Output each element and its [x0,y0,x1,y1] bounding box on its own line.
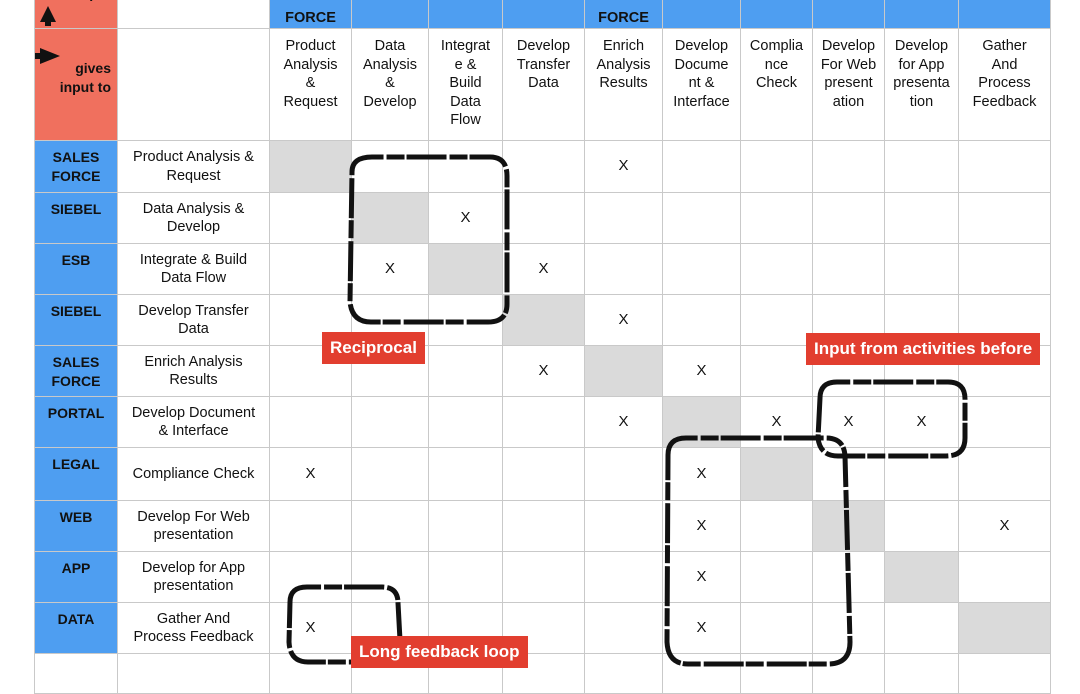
trailing-cell [118,654,270,694]
activity-label: Develop Document & Interface [118,397,270,448]
dependency-mark: X [618,310,629,328]
diagonal-cell [503,295,585,346]
matrix-cell [885,244,959,295]
system-label: SIEBEL [35,193,118,244]
reciprocal-callout: Reciprocal [322,332,425,364]
system-label: WEB [35,501,118,552]
matrix-cell [741,552,813,603]
corner-input-label [35,0,117,24]
system-label: ESB [35,244,118,295]
matrix-cell [663,346,741,397]
matrix-cell [959,141,1051,193]
matrix-cell [741,501,813,552]
dependency-mark: X [696,464,707,482]
column-header: Develop For Web present ation [813,29,885,141]
matrix-cell [585,244,663,295]
trailing-cell [959,654,1051,694]
matrix-cell [585,295,663,346]
dependency-mark: X [460,208,471,226]
activity-label: Develop for App presentation [118,552,270,603]
matrix-cell [885,193,959,244]
diagonal-cell [270,141,352,193]
group-header-blank [885,0,959,29]
activity-label: Product Analysis & Request [118,141,270,193]
matrix-cell [352,552,429,603]
activity-label: Enrich Analysis Results [118,346,270,397]
system-label: SALES FORCE [35,141,118,193]
matrix-cell [885,501,959,552]
matrix-cell [503,346,585,397]
matrix-cell [585,603,663,654]
matrix-cell [503,141,585,193]
matrix-cell [270,244,352,295]
diagonal-cell [663,397,741,448]
matrix-cell [813,141,885,193]
group-header-cell: FORCE [585,0,663,29]
matrix-cell [503,501,585,552]
matrix-cell [352,244,429,295]
matrix-cell [959,244,1051,295]
matrix-cell [813,448,885,501]
matrix-cell [585,193,663,244]
dependency-mark: X [696,516,707,534]
matrix-cell [663,603,741,654]
matrix-cell [429,552,503,603]
column-header: Develop Docume nt & Interface [663,29,741,141]
activity-label: Data Analysis & Develop [118,193,270,244]
matrix-cell [885,397,959,448]
matrix-cell [503,552,585,603]
group-header-blank [503,0,585,29]
trailing-cell [585,654,663,694]
matrix-cell [813,603,885,654]
column-header: Develop Transfer Data [503,29,585,141]
corner-gives-input-label: gives input to [59,60,111,95]
group-header-blank [663,0,741,29]
matrix-cell [663,552,741,603]
group-header-blank [741,0,813,29]
dependency-mark: X [916,412,927,430]
system-label: PORTAL [35,397,118,448]
matrix-cell [663,141,741,193]
matrix-cell [741,193,813,244]
matrix-cell [503,448,585,501]
group-header-blank [813,0,885,29]
matrix-cell [352,501,429,552]
matrix-cell [270,501,352,552]
matrix-cell [585,552,663,603]
header-blank-cell [118,29,270,141]
long-loop-callout: Long feedback loop [351,636,528,668]
diagonal-cell [813,501,885,552]
matrix-cell [663,501,741,552]
trailing-cell [663,654,741,694]
matrix-cell [959,193,1051,244]
trailing-cell [270,654,352,694]
matrix-cell [429,448,503,501]
group-header-blank [429,0,503,29]
matrix-cell [885,448,959,501]
dependency-mark: X [305,618,316,636]
group-header-cell: FORCE [270,0,352,29]
dependency-mark: X [843,412,854,430]
matrix-cell [959,552,1051,603]
matrix-cell [429,346,503,397]
matrix-cell [813,552,885,603]
matrix-cell [585,501,663,552]
matrix-cell [885,141,959,193]
matrix-cell [741,244,813,295]
dependency-mark: X [618,412,629,430]
matrix-cell [663,193,741,244]
activity-label: Integrate & Build Data Flow [118,244,270,295]
matrix-cell [503,397,585,448]
trailing-cell [885,654,959,694]
matrix-cell [270,193,352,244]
activity-label: Develop For Web presentation [118,501,270,552]
matrix-cell [270,552,352,603]
matrix-cell [741,295,813,346]
matrix-cell [959,448,1051,501]
diagonal-cell [885,552,959,603]
dependency-mark: X [384,259,395,277]
matrix-cell [503,244,585,295]
matrix-cell [429,295,503,346]
dependency-mark: X [538,259,549,277]
column-header: Enrich Analysis Results [585,29,663,141]
dependency-mark: X [618,157,629,175]
matrix-cell [741,397,813,448]
matrix-cell [813,244,885,295]
dependency-mark: X [696,618,707,636]
column-header: Integrat e & Build Data Flow [429,29,503,141]
diagonal-cell [585,346,663,397]
activity-label: Gather And Process Feedback [118,603,270,654]
activity-label: Develop Transfer Data [118,295,270,346]
matrix-cell [429,501,503,552]
dependency-mark: X [999,516,1010,534]
matrix-cell [663,244,741,295]
matrix-cell [959,397,1051,448]
matrix-cell [741,346,813,397]
diagonal-cell [959,603,1051,654]
matrix-cell [585,397,663,448]
activity-label: Compliance Check [118,448,270,501]
column-header: Develop for App presenta tion [885,29,959,141]
group-header-blank [352,0,429,29]
matrix-cell [270,448,352,501]
diagonal-cell [352,193,429,244]
matrix-cell [813,193,885,244]
matrix-cell [429,141,503,193]
matrix-cell [270,603,352,654]
corner-gives-input-cell [35,29,118,141]
dependency-mark: X [771,412,782,430]
matrix-cell [813,397,885,448]
trailing-cell [741,654,813,694]
matrix-cell [741,603,813,654]
system-label: DATA [35,603,118,654]
corner-blank-cell [118,0,270,29]
matrix-cell [741,141,813,193]
column-header: Data Analysis & Develop [352,29,429,141]
column-header: Complia nce Check [741,29,813,141]
matrix-cell [959,501,1051,552]
matrix-cell [270,397,352,448]
trailing-cell [813,654,885,694]
system-label: APP [35,552,118,603]
corner-input-cell [35,0,118,29]
dependency-mark: X [538,361,549,379]
matrix-cell [352,448,429,501]
system-label: SALES FORCE [35,346,118,397]
dependency-mark: X [696,361,707,379]
trailing-cell [35,654,118,694]
matrix-cell [503,193,585,244]
dependency-mark: X [696,567,707,585]
matrix-cell [585,141,663,193]
system-label: SIEBEL [35,295,118,346]
diagonal-cell [741,448,813,501]
matrix-cell [885,603,959,654]
matrix-cell [429,193,503,244]
matrix-cell [352,141,429,193]
matrix-cell [352,397,429,448]
system-label: LEGAL [35,448,118,501]
dependency-mark: X [305,464,316,482]
matrix-cell [429,397,503,448]
matrix-cell [663,448,741,501]
input-before-callout: Input from activities before [806,333,1040,365]
diagonal-cell [429,244,503,295]
column-header: Product Analysis & Request [270,29,352,141]
matrix-cell [585,448,663,501]
column-header: Gather And Process Feedback [959,29,1051,141]
matrix-cell [663,295,741,346]
group-header-blank [959,0,1051,29]
